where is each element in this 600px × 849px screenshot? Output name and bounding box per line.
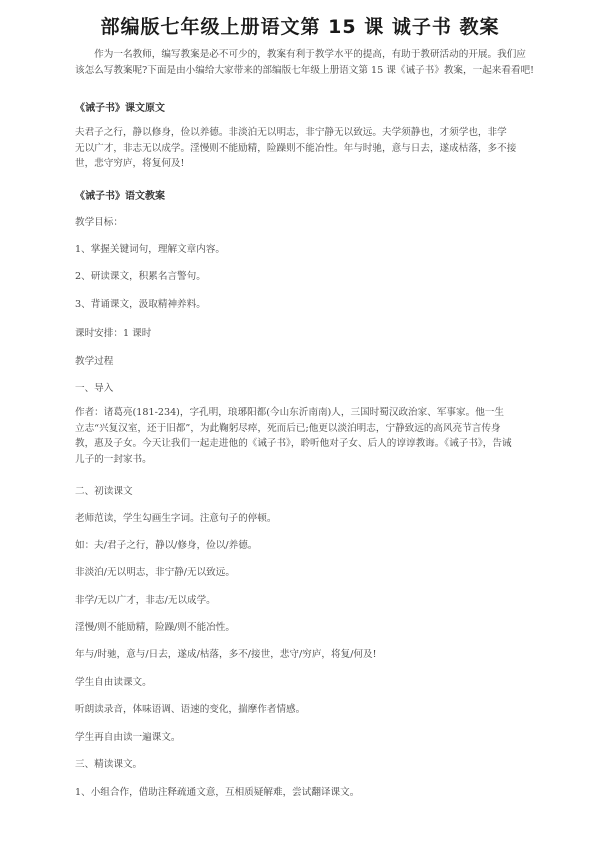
author-intro-line: 儿子的一封家书。 [75,453,152,465]
author-intro-line: 教，惠及子女。今天让我们一起走进他的《诫子书》，聆听他对子女、后人的谆谆教诲。《诫子书》，告诫 [75,438,512,450]
text-line: 听朗读录音，体味语调、语速的变化，揣摩作者情感。 [75,704,306,715]
text-line: 非淡泊/无以明志，非宁静/无以致远。 [75,567,235,578]
text-line: 淫慢/则不能励精，险躁/则不能冶性。 [75,622,235,633]
text-line: 如：夫/君子之行，静以/修身，俭以/养德。 [75,540,258,551]
author-intro-line: 立志“兴复汉室，还于旧都”，为此鞠躬尽瘁，死而后已;他更以淡泊明志，宁静致远的高风亮节言传身 [75,422,501,434]
step-heading: 一、导入 [75,383,114,394]
step-heading: 三、精读课文。 [75,759,143,770]
goal-item: 2、研读课文，积累名言警句。 [75,271,206,282]
author-intro-paragraph [75,405,557,467]
text-line: 学生再自由读一遍课文。 [75,732,181,743]
text-line: 年与/时驰，意与/日去，遂成/枯落，多不/接世，悲守/穷庐，将复/何及! [75,649,377,660]
text-line: 非学/无以广才，非志/无以成学。 [75,595,216,606]
schedule-line: 课时安排：1 课时 [75,328,152,339]
original-text-line: 世，悲守穷庐，将复何及! [75,158,185,170]
step-heading: 二、初读课文 [75,486,133,497]
author-intro-line: 作者：诸葛亮(181-234)，字孔明，琅琊阳都(今山东沂南南)人，三国时蜀汉政治家、军事家。他一生 [75,407,504,418]
text-line: 老师范读，学生勾画生字词。注意句子的停顿。 [75,513,277,524]
section-heading-original: 《诫子书》课文原文 [75,103,165,114]
page-title: 部编版七年级上册语文第 15 课 诚子书 教案 [100,16,500,38]
original-text-paragraph [75,125,557,172]
goal-item: 1、掌握关键词句，理解文章内容。 [75,244,226,255]
goal-item: 3、背诵课文，汲取精神养料。 [75,299,206,310]
section-heading-lesson-plan: 《诫子书》语文教案 [75,191,165,202]
original-text-line: 夫君子之行，静以修身，俭以养德。非淡泊无以明志，非宁静无以致远。夫学须静也，才须学也，非学 [75,127,507,138]
intro-line: 作为一名教师，编写教案是必不可少的，教案有利于教学水平的提高，有助于教研活动的开展。我们应 [75,49,526,60]
intro-paragraph [75,47,557,78]
original-text-line: 无以广才，非志无以成学。淫慢则不能励精，险躁则不能冶性。年与时驰，意与日去，遂成枯落，多不接 [75,142,517,154]
text-line: 学生自由读课文。 [75,677,152,688]
text-line: 1、小组合作，借助注释疏通文意，互相质疑解难，尝试翻译课文。 [75,787,360,798]
goals-label: 教学目标： [75,217,123,228]
process-heading: 教学过程 [75,356,114,367]
intro-line: 该怎么写教案呢?下面是由小编给大家带来的部编版七年级上册语文第 15 课《诫子书》教案，一起来看看吧! [75,64,535,76]
